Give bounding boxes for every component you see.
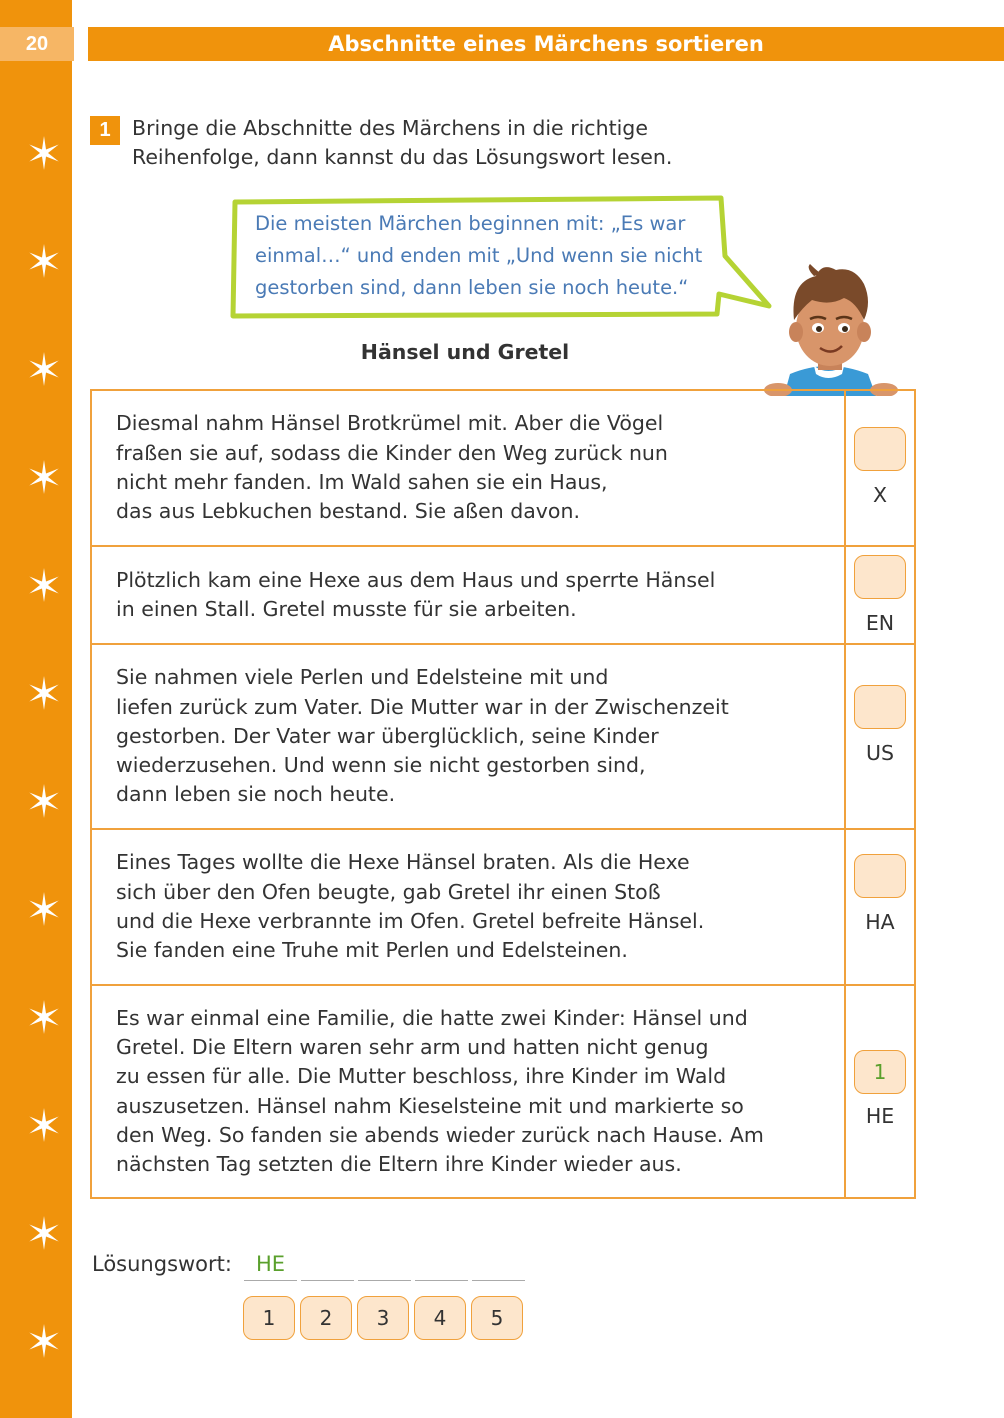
star-icon	[26, 675, 62, 711]
star-icon	[26, 999, 62, 1035]
instruction-line: Reihenfolge, dann kannst du das Lösungswort lesen.	[132, 145, 673, 169]
star-icon	[26, 243, 62, 279]
text-line: Sie nahmen viele Perlen und Edelsteine mit und	[116, 665, 609, 690]
slot-number-box: 5	[471, 1296, 523, 1340]
text-line: zu essen für alle. Die Mutter beschloss, ihre Kinder im Wald	[116, 1064, 727, 1089]
tip-speech-bubble	[229, 194, 789, 324]
text-line: Gretel. Die Eltern waren sehr arm und hatten nicht genug	[116, 1034, 709, 1059]
solution-slot[interactable]	[415, 1252, 468, 1281]
text-line: auszusetzen. Hänsel nahm Kieselsteine mit und markierte so	[116, 1093, 744, 1118]
sections-table	[90, 389, 916, 1199]
section-text	[92, 645, 846, 828]
text-line: nicht mehr fanden. Im Wald sahen sie ein Haus,	[116, 470, 608, 494]
star-icon	[26, 351, 62, 387]
text-line: dann leben sie noch heute.	[116, 782, 396, 807]
syllable-label: HE	[865, 1104, 895, 1128]
text-line: fraßen sie auf, sodass die Kinder den Weg zurück nun	[116, 440, 668, 465]
text-line: Diesmal nahm Hänsel Brotkrümel mit. Aber die Vögel	[116, 411, 664, 436]
order-input-box[interactable]	[854, 685, 906, 729]
tip-line: Die meisten Märchen beginnen mit: „Es war	[255, 212, 686, 235]
page-number: 20	[0, 27, 74, 61]
star-icon	[26, 1323, 62, 1359]
slot-number-box: 2	[300, 1296, 352, 1340]
tip-line: einmal…“ und enden mit „Und wenn sie nicht	[255, 244, 703, 267]
task-instruction	[132, 114, 772, 172]
star-icon	[26, 891, 62, 927]
order-input-box[interactable]	[854, 854, 906, 898]
order-input-box[interactable]	[854, 427, 906, 471]
star-icon	[26, 459, 62, 495]
text-line: liefen zurück zum Vater. Die Mutter war in der Zwischenzeit	[116, 694, 729, 719]
order-input-box[interactable]	[854, 555, 906, 599]
slot-number-box: 3	[357, 1296, 409, 1340]
instruction-line: Bringe die Abschnitte des Märchens in die richtige	[132, 116, 648, 140]
order-input-box[interactable]: 1	[854, 1050, 906, 1094]
page-title: Abschnitte eines Märchens sortieren	[88, 27, 1004, 61]
text-line: gestorben. Der Vater war überglücklich, seine Kinder	[116, 723, 659, 748]
text-line: in einen Stall. Gretel musste für sie arbeiten.	[116, 597, 577, 621]
story-title: Hänsel und Gretel	[360, 340, 570, 364]
tip-line: gestorben sind, dann leben sie noch heute.“	[255, 276, 689, 299]
text-line: Es war einmal eine Familie, die hatte zwei Kinder: Hänsel und	[116, 1005, 748, 1030]
syllable-label: EN	[865, 611, 895, 635]
star-icon	[26, 135, 62, 171]
table-row	[92, 391, 914, 547]
section-text	[92, 391, 846, 545]
syllable-label: HA	[865, 910, 895, 934]
text-line: nächsten Tag setzten die Eltern ihre Kinder wieder aus.	[116, 1152, 682, 1177]
syllable-label: X	[872, 483, 888, 507]
solution-slot[interactable]	[472, 1252, 525, 1281]
text-line: das aus Lebkuchen bestand. Sie aßen davon.	[116, 499, 580, 524]
slot-number-box: 4	[414, 1296, 466, 1340]
solution-slot[interactable]	[358, 1252, 411, 1281]
table-row	[92, 986, 914, 1197]
solution-label: Lösungswort:	[92, 1252, 232, 1276]
table-row	[92, 830, 914, 986]
text-line: und die Hexe verbrannte im Ofen. Gretel befreite Hänsel.	[116, 909, 705, 933]
section-text	[92, 986, 846, 1197]
text-line: Sie fanden eine Truhe mit Perlen und Edelsteinen.	[116, 938, 628, 963]
solution-slot[interactable]	[301, 1252, 354, 1281]
section-text	[92, 547, 846, 643]
text-line: Eines Tages wollte die Hexe Hänsel braten. Als die Hexe	[116, 850, 690, 875]
table-row	[92, 645, 914, 830]
star-icon	[26, 1107, 62, 1143]
boy-illustration	[756, 262, 906, 396]
syllable-label: US	[865, 741, 895, 765]
table-row	[92, 547, 914, 645]
text-line: den Weg. So fanden sie abends wieder zurück nach Hause. Am	[116, 1122, 764, 1147]
section-text	[92, 830, 846, 984]
star-icon	[26, 567, 62, 603]
star-icon	[26, 1215, 62, 1251]
text-line: wiederzusehen. Und wenn sie nicht gestorben sind,	[116, 753, 646, 778]
star-icon	[26, 783, 62, 819]
task-number: 1	[90, 116, 120, 145]
text-line: sich über den Ofen beugte, gab Gretel ihr einen Stoß	[116, 879, 661, 904]
slot-number-box: 1	[243, 1296, 295, 1340]
solution-slot[interactable]: HE	[244, 1252, 297, 1281]
text-line: Plötzlich kam eine Hexe aus dem Haus und sperrte Hänsel	[116, 567, 716, 592]
